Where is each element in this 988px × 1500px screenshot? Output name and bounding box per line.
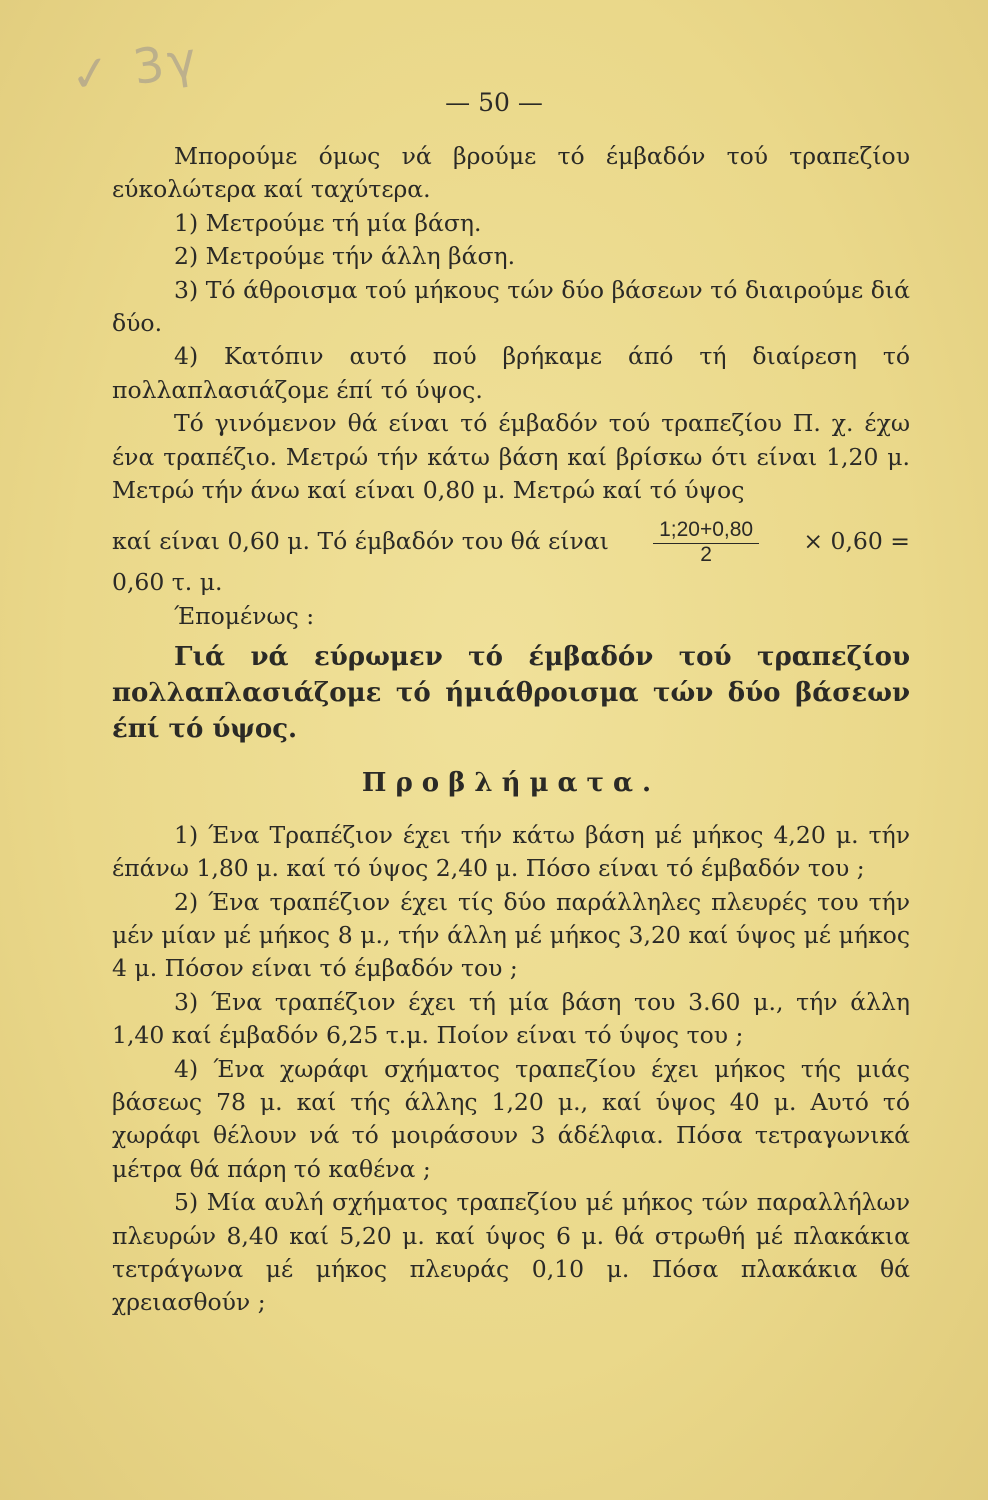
problems-heading: Προβλήματα. <box>361 768 661 799</box>
intro-paragraph: Μπορούμε όμως νά βρούμε τό έμβαδόν τού τραπεζίου εύκολώτερα καί ταχύτερα. <box>112 142 910 204</box>
problem-item: 3) Ένα τραπέζιον έχει τή μία βάση του 3.60 μ., τήν άλλη 1,40 καί έμβαδόν 6,25 τ.μ. Ποίον είναι τό ύψος του ; <box>112 987 910 1050</box>
area-formula <box>112 517 910 566</box>
problem-item: 5) Μία αυλή σχήματος τραπεζίου μέ μήκος τών παραλλήλων πλευρών 8,40 καί 5,20 μ. καί ύψος 6 μ. θά στρωθή μέ πλακάκια τετράγωνα μέ μήκος πλευράς 0,10 μ. Πόσα πλακάκια θά χρειασθούν ; <box>112 1188 910 1317</box>
pencil-mark: ✓ 3γ <box>66 31 204 105</box>
step-3: 3) Τό άθροισμα τού μήκους τών δύο βάσεων τό διαιρούμε διά δύο. <box>112 275 910 338</box>
example-paragraph: Τό γινόμενον θά είναι τό έμβαδόν τού τραπεζίου Π. χ. έχω ένα τραπέζιο. Μετρώ τήν κάτω βάση καί βρίσκω ότι είναι 1,20 μ. Μετρώ τήν άνω καί είναι 0,80 μ. Μετρώ καί τό ύψος <box>112 409 910 505</box>
fraction-numerator: 1;20+0,80 <box>653 517 759 544</box>
problem-item: 1) Ένα Τραπέζιον έχει τήν κάτω βάση μέ μήκος 4,20 μ. τήν έπάνω 1,80 μ. καί τό ύψος 2,40 μ. Πόσο είναι τό έμβαδόν του ; <box>112 820 910 883</box>
formula-result: 0,60 τ. μ. <box>112 568 223 597</box>
consequently-label: Έπομένως : <box>174 601 315 630</box>
trapezoid-area-rule: Γιά νά εύρωμεν τό έμβαδόν τού τραπεζίου πολλαπλασιάζομε τό ήμιάθροισμα τών δύο βάσεων έπί τό ύψος. <box>112 642 910 745</box>
step-1: 1) Μετρούμε τή μία βάση. <box>174 208 482 237</box>
step-2: 2) Μετρούμε τήν άλλη βάση. <box>174 242 516 271</box>
fraction-denominator: 2 <box>700 543 712 567</box>
step-4: 4) Κατόπιν αυτό πού βρήκαμε άπό τή διαίρεση τό πολλαπλασιάζομε έπί τό ύψος. <box>112 342 910 404</box>
problem-item: 4) Ένα χωράφι σχήματος τραπεζίου έχει μήκος τής μιάς βάσεως 78 μ. καί τής άλλης 1,20 μ., καί ύψος 40 μ. Αυτό τό χωράφι θέλουν νά τό μοιράσουν 3 άδέλφια. Πόσα τετραγωνικά μέτρα θά πάρη τό καθένα ; <box>112 1054 910 1183</box>
problem-item: 2) Ένα τραπέζιον έχει τίς δύο παράλληλες πλευρές του τήν μέν μίαν μέ μήκος 8 μ., τήν άλλη μέ μήκος 3,20 καί ύψος μέ μήκος 4 μ. Πόσον είναι τό έμβαδόν του ; <box>112 887 910 983</box>
fraction <box>653 517 759 566</box>
formula-prefix: καί είναι 0,60 μ. Τό έμβαδόν του θά είναι <box>112 527 609 556</box>
formula-suffix: × 0,60 = <box>803 527 910 556</box>
page-number: — 50 — <box>445 88 543 117</box>
page-body <box>112 140 910 1320</box>
